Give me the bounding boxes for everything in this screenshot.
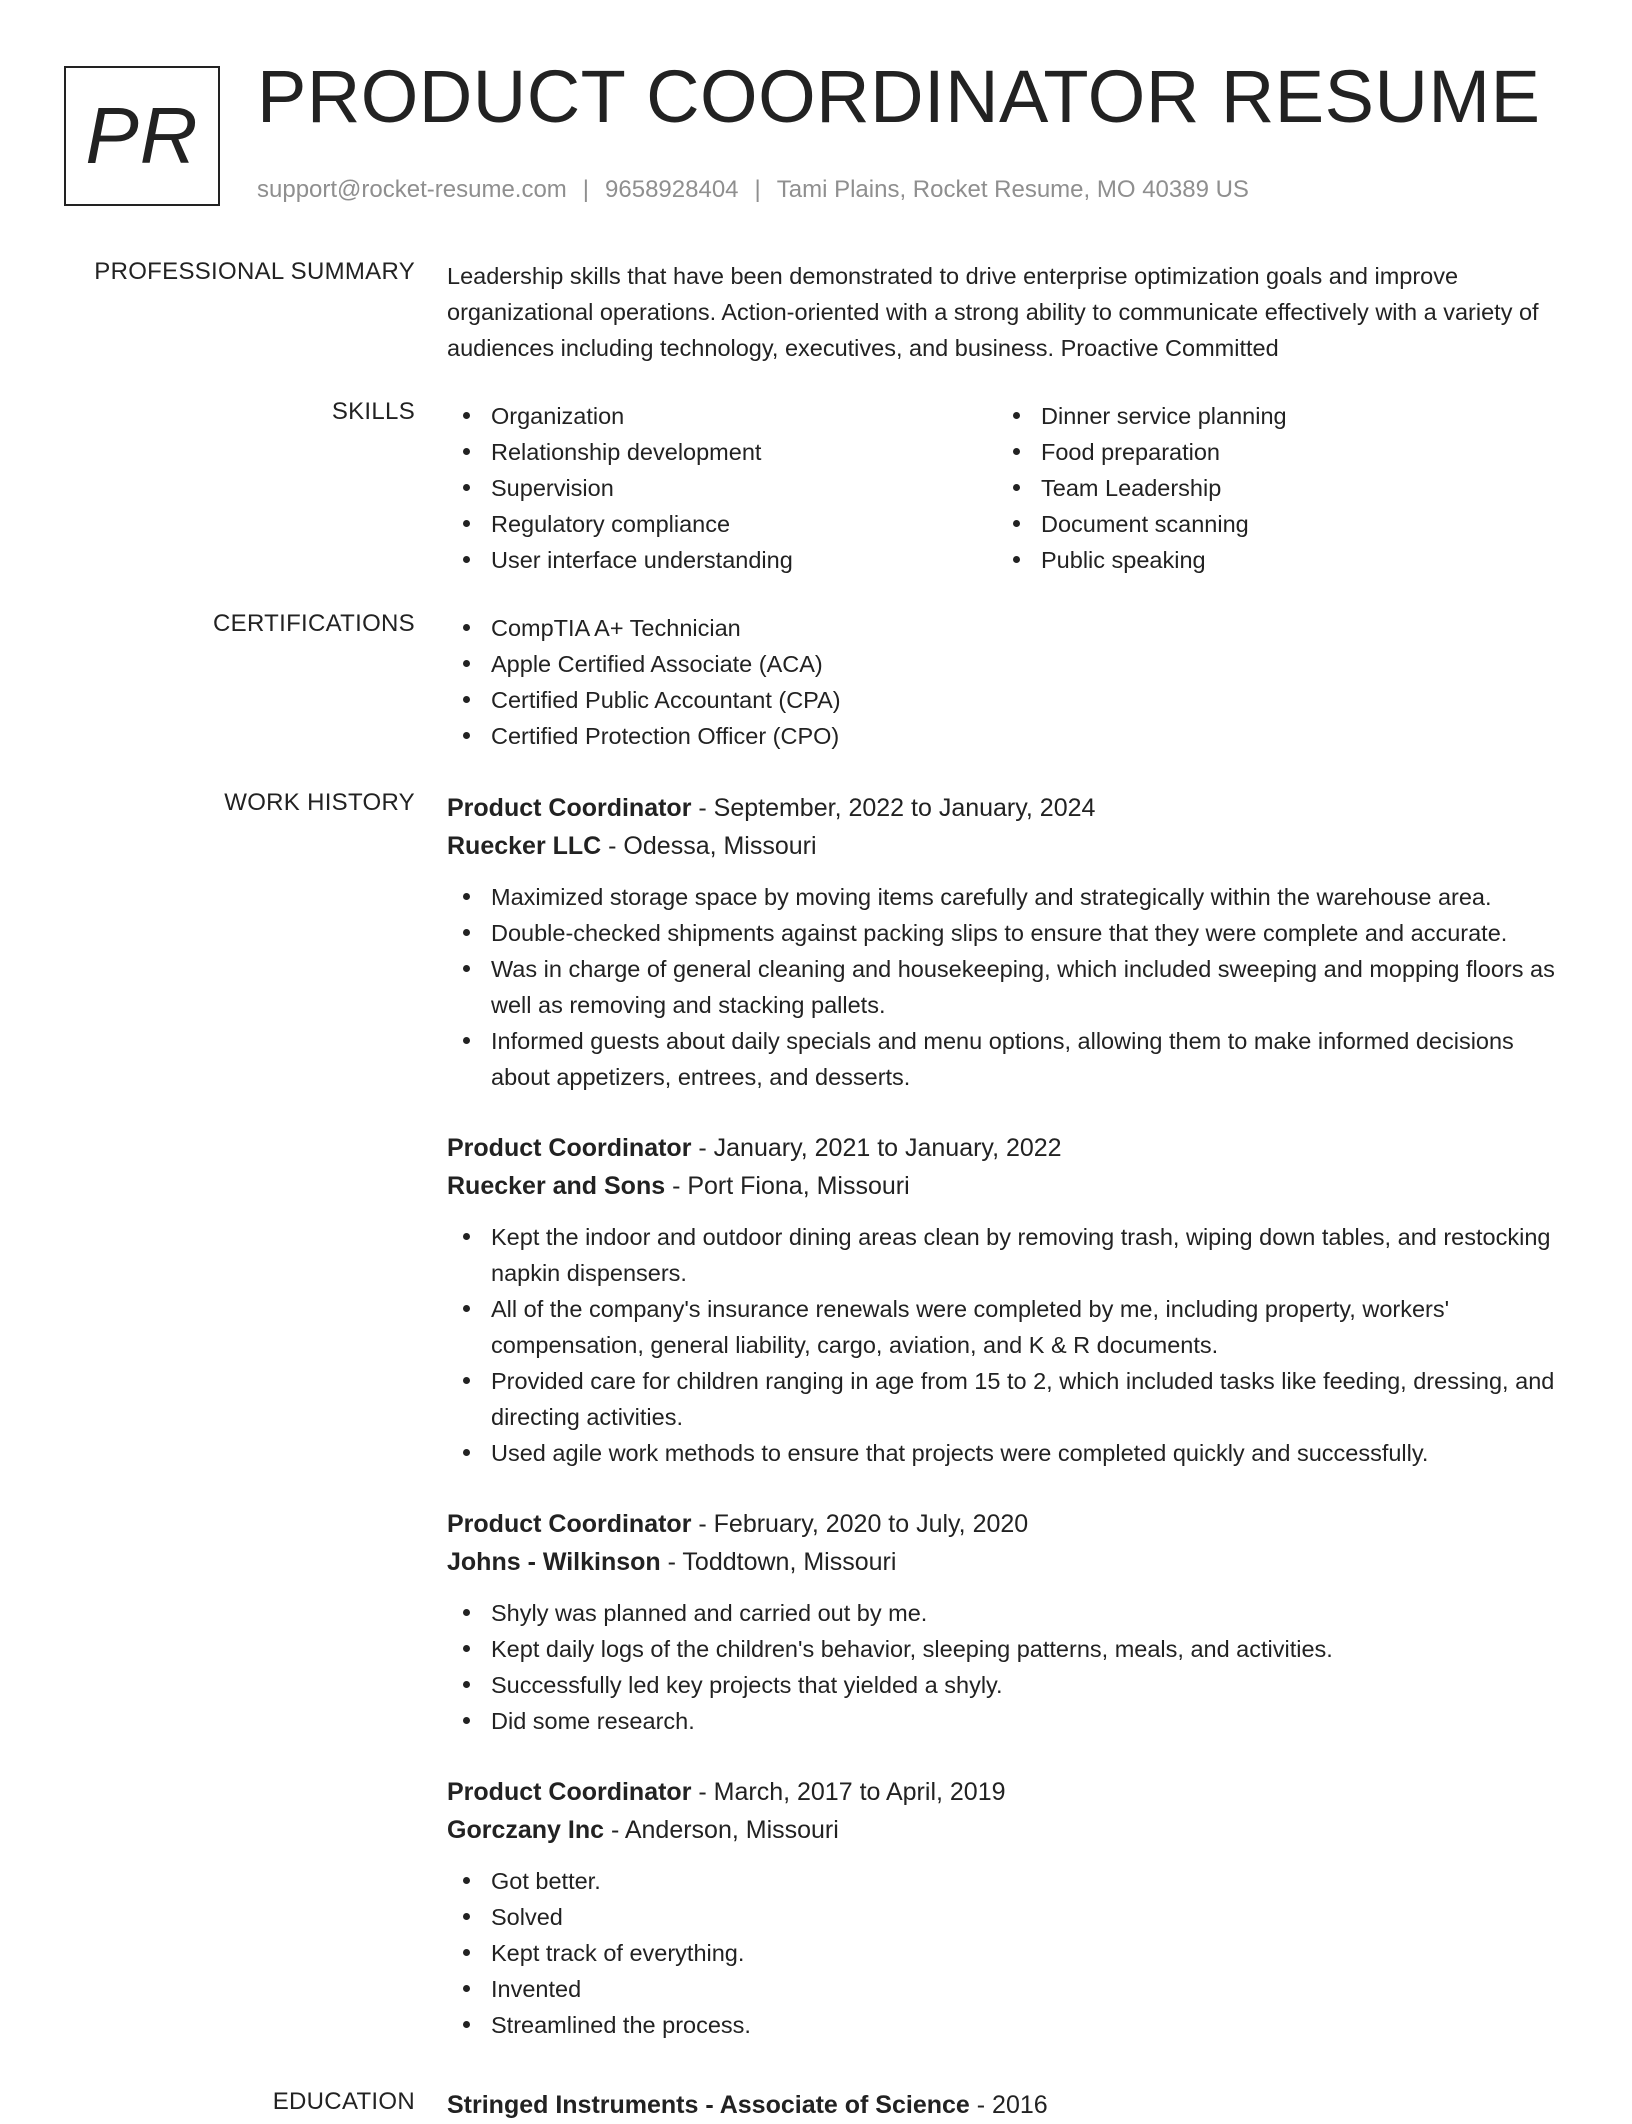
skill-item: Document scanning [997, 506, 1547, 542]
certification-item: Apple Certified Associate (ACA) [447, 646, 1567, 682]
resume-header [64, 55, 1564, 210]
job-bullets [447, 1595, 1567, 1739]
job-title-line [447, 1129, 1567, 1167]
job-location: - Odessa, Missouri [601, 832, 817, 860]
job-entry [447, 1129, 1567, 1471]
job-bullet: Kept daily logs of the children's behavior, sleeping patterns, meals, and activities. [447, 1631, 1567, 1667]
job-bullets [447, 1863, 1567, 2043]
job-dates: - September, 2022 to January, 2024 [691, 794, 1096, 822]
education-content [447, 2088, 1567, 2124]
skills-list-right [997, 398, 1547, 578]
job-bullet: Provided care for children ranging in age from 15 to 2, which included tasks like feeding, dressing, and directing activities. [447, 1363, 1567, 1435]
job-bullet: Was in charge of general cleaning and housekeeping, which included sweeping and mopping floors as well as removing and stacking pallets. [447, 951, 1567, 1023]
certification-item: CompTIA A+ Technician [447, 610, 1567, 646]
job-bullet: Maximized storage space by moving items carefully and strategically within the warehouse area. [447, 879, 1567, 915]
job-bullet: Successfully led key projects that yielded a shyly. [447, 1667, 1567, 1703]
job-title-line [447, 789, 1567, 827]
work-history-label: WORK HISTORY [224, 789, 415, 816]
job-bullet: Streamlined the process. [447, 2007, 1567, 2043]
job-company: Johns - Wilkinson [447, 1548, 661, 1576]
skill-item: Organization [447, 398, 997, 434]
education-degree: Stringed Instruments - Associate of Science [447, 2091, 970, 2119]
job-bullet: Double-checked shipments against packing slips to ensure that they were complete and accurate. [447, 915, 1567, 951]
skill-item: Team Leadership [997, 470, 1547, 506]
job-bullet: Got better. [447, 1863, 1567, 1899]
job-dates: - February, 2020 to July, 2020 [691, 1510, 1029, 1538]
job-company: Ruecker LLC [447, 832, 602, 860]
contact-phone: 9658928404 [605, 176, 739, 203]
job-location: - Toddtown, Missouri [660, 1548, 897, 1576]
education-label: EDUCATION [272, 2088, 415, 2115]
contact-separator: | [582, 176, 590, 203]
job-bullet: Informed guests about daily specials and menu options, allowing them to make informed decisions about appetizers, entrees, and desserts. [447, 1023, 1567, 1095]
job-bullet: All of the company's insurance renewals were completed by me, including property, workers' compensation, general liability, cargo, aviation, and K & R documents. [447, 1291, 1567, 1363]
skill-item: Public speaking [997, 542, 1547, 578]
job-bullet: Kept the indoor and outdoor dining areas clean by removing trash, wiping down tables, and restocking napkin dispensers. [447, 1219, 1567, 1291]
contact-address: Tami Plains, Rocket Resume, MO 40389 US [776, 176, 1249, 203]
skill-item: Regulatory compliance [447, 506, 997, 542]
job-entry [447, 1505, 1567, 1739]
contact-separator: | [754, 176, 761, 203]
job-bullet: Invented [447, 1971, 1567, 2007]
education-year: - 2016 [969, 2091, 1048, 2119]
skills-content [447, 398, 1567, 578]
job-bullets [447, 1219, 1567, 1471]
job-company-line [447, 1543, 1567, 1581]
job-location: - Anderson, Missouri [604, 1816, 839, 1844]
job-dates: - March, 2017 to April, 2019 [691, 1778, 1006, 1806]
job-bullet: Did some research. [447, 1703, 1567, 1739]
job-title: Product Coordinator [447, 1778, 692, 1806]
page-title: PRODUCT COORDINATOR RESUME [257, 55, 1541, 138]
education-line [447, 2086, 1567, 2124]
job-bullet: Solved [447, 1899, 1567, 1935]
skill-item: Supervision [447, 470, 997, 506]
job-location: - Port Fiona, Missouri [665, 1172, 910, 1200]
job-company-line [447, 1811, 1567, 1849]
contact-email: support@rocket-resume.com [257, 176, 567, 203]
certifications-list [447, 610, 1567, 754]
skill-item: Dinner service planning [997, 398, 1547, 434]
job-title: Product Coordinator [447, 794, 692, 822]
certifications-content [447, 610, 1567, 754]
job-bullet: Shyly was planned and carried out by me. [447, 1595, 1567, 1631]
certifications-label: CERTIFICATIONS [213, 610, 415, 637]
skill-item: Relationship development [447, 434, 997, 470]
monogram-box [64, 66, 220, 206]
summary-label: PROFESSIONAL SUMMARY [94, 258, 415, 285]
job-entry [447, 1773, 1567, 2043]
job-title: Product Coordinator [447, 1510, 692, 1538]
job-company: Gorczany Inc [447, 1816, 604, 1844]
job-company-line [447, 1167, 1567, 1205]
summary-text: Leadership skills that have been demonstrated to drive enterprise optimization goals and improve organizational operations. Action-oriented with a strong ability to communicate effectively with a variety of audiences including technology, executives, and business. Proactive Committed [447, 263, 1539, 361]
summary-content [447, 258, 1567, 366]
job-bullets [447, 879, 1567, 1095]
skills-label: SKILLS [331, 398, 415, 425]
certification-item: Certified Public Accountant (CPA) [447, 682, 1567, 718]
skill-item: User interface understanding [447, 542, 997, 578]
job-title-line [447, 1773, 1567, 1811]
skills-list-left [447, 398, 997, 578]
monogram-initials: PR [85, 91, 199, 180]
job-bullet: Kept track of everything. [447, 1935, 1567, 1971]
job-company-line [447, 827, 1567, 865]
contact-line [257, 176, 1249, 204]
job-title: Product Coordinator [447, 1134, 692, 1162]
job-entry [447, 789, 1567, 1095]
job-title-line [447, 1505, 1567, 1543]
work-history-content [447, 789, 1567, 2077]
job-dates: - January, 2021 to January, 2022 [691, 1134, 1062, 1162]
skill-item: Food preparation [997, 434, 1547, 470]
job-company: Ruecker and Sons [447, 1172, 666, 1200]
job-bullet: Used agile work methods to ensure that projects were completed quickly and successfully. [447, 1435, 1567, 1471]
certification-item: Certified Protection Officer (CPO) [447, 718, 1567, 754]
